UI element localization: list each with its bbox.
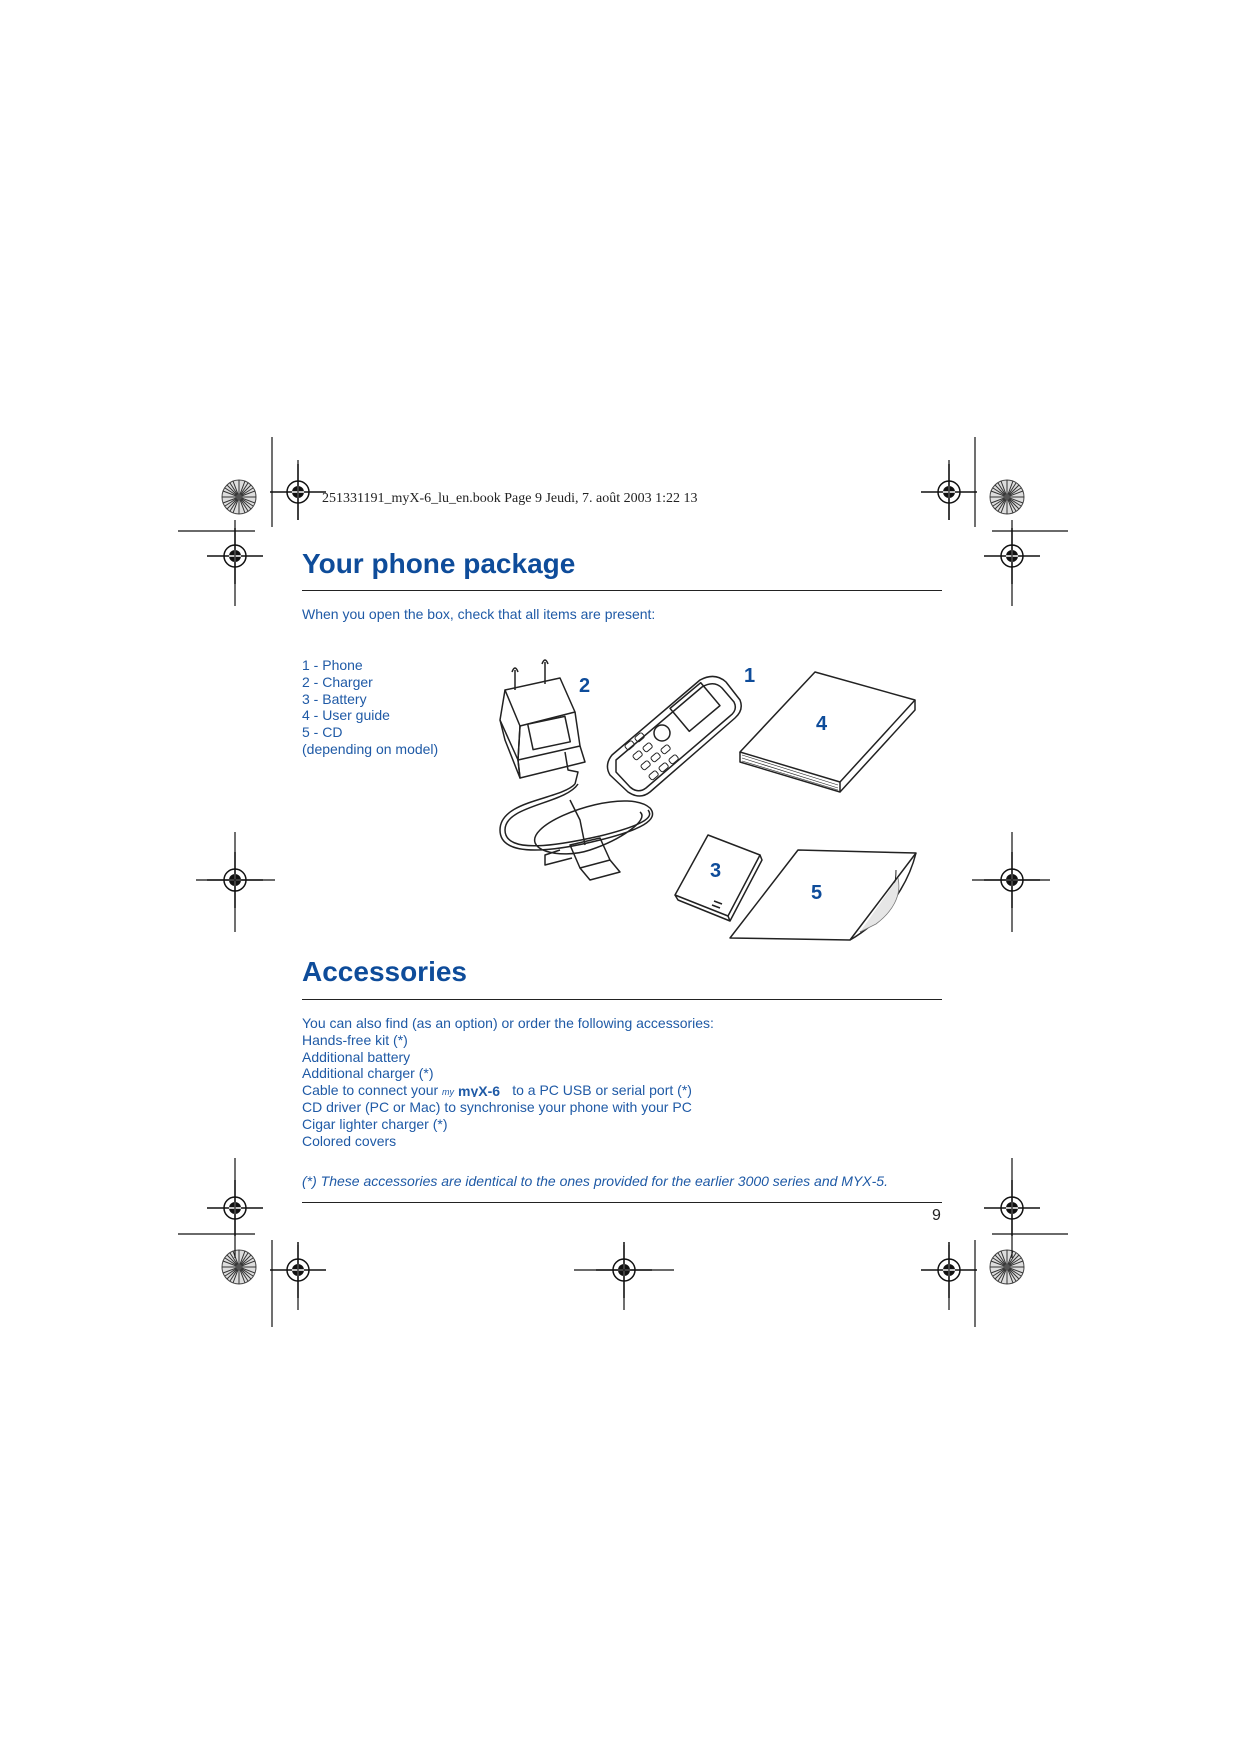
footer-rule: [302, 1202, 942, 1203]
list-item: 4 - User guide: [302, 707, 390, 724]
list-item: 1 - Phone: [302, 657, 363, 673]
cd-illustration: [730, 850, 916, 940]
callout-2: 2: [579, 675, 591, 697]
footnote: (*) These accessories are identical to the ones provided for the earlier 3000 series and MYX-5.: [302, 1173, 888, 1189]
list-item: Hands-free kit (*): [302, 1031, 408, 1048]
callout-4: 4: [816, 713, 828, 735]
callout-1: 1: [744, 665, 756, 687]
charger-illustration: [500, 660, 653, 880]
user-guide-illustration: [740, 672, 915, 792]
title-rule: [302, 590, 942, 591]
myx6-logo-text: myX-6: [458, 1083, 501, 1098]
svg-text:my: my: [442, 1087, 455, 1098]
list-item: CD driver (PC or Mac) to synchronise your phone with your PC: [302, 1098, 692, 1115]
list-item: 3 - Battery: [302, 690, 367, 707]
page-title: Your phone package: [302, 548, 576, 579]
callout-5: 5: [811, 882, 823, 904]
package-intro: When you open the box, check that all items are present:: [302, 606, 656, 622]
cable-text-after: to a PC USB or serial port (*): [512, 1082, 692, 1099]
phone-illustration: [607, 676, 741, 796]
package-items-list: [302, 657, 438, 758]
cable-text-before: Cable to connect your: [302, 1082, 439, 1099]
section-rule: [302, 999, 942, 1000]
list-item-cable: [302, 1082, 714, 1099]
list-item: 5 - CD: [302, 724, 343, 741]
section-title-accessories: Accessories: [302, 956, 468, 987]
list-item: Colored covers: [302, 1132, 397, 1149]
list-item: (depending on model): [302, 740, 439, 757]
list-item: Additional battery: [302, 1048, 411, 1065]
list-item: Cigar lighter charger (*): [302, 1115, 448, 1132]
accessories-list: [302, 1015, 714, 1149]
accessories-intro: You can also find (as an option) or order the following accessories:: [302, 1015, 714, 1031]
list-item: Additional charger (*): [302, 1065, 434, 1082]
callout-3: 3: [710, 860, 722, 882]
print-info: 251331191_myX-6_lu_en.book Page 9 Jeudi, 7. août 2003 1:22 13: [322, 491, 698, 506]
page-number: 9: [932, 1207, 941, 1224]
list-item: 2 - Charger: [302, 673, 373, 690]
